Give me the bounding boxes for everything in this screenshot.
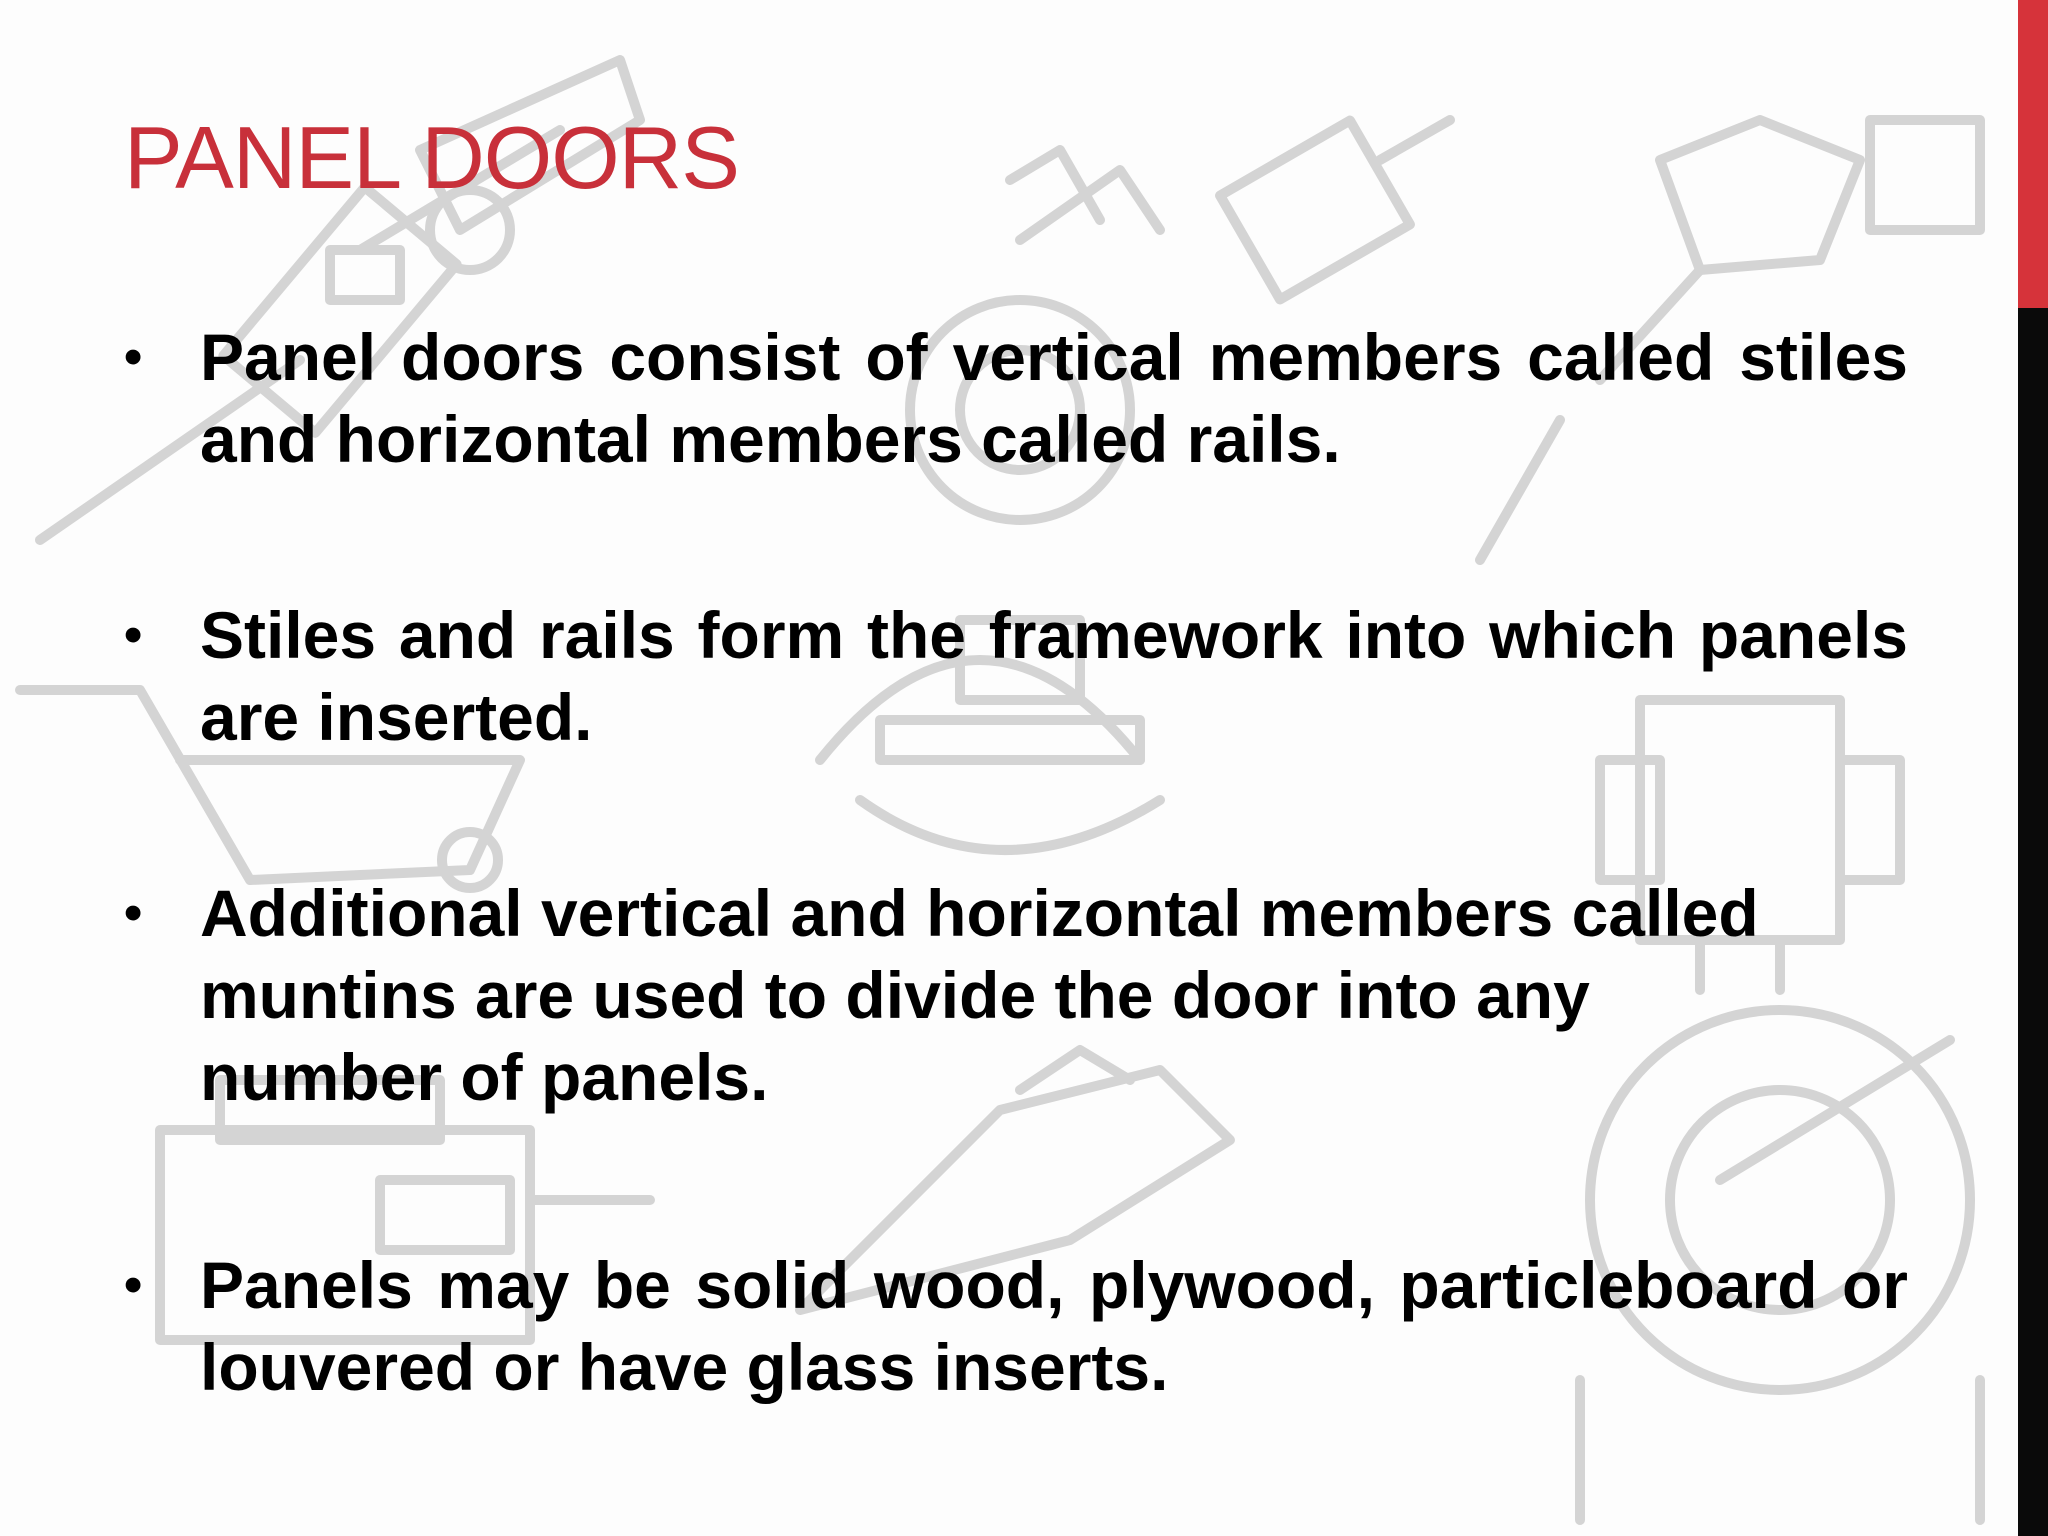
bullet-list [124,316,1908,1522]
bullet-text: Stiles and rails form the framework into which panels are inserted. [200,598,1908,754]
drill-icon [1020,120,1450,299]
bullet-marker: • [124,1256,143,1314]
accent-bar-red [2018,0,2048,308]
slide-title: PANEL DOORS [124,108,739,207]
bullet-text: Additional vertical and horizontal members called muntins are used to divide the door into any number of panels. [200,876,1759,1114]
bullet-marker: • [124,884,143,942]
bullet-item [124,594,1908,758]
bullet-item [124,872,1908,1118]
bullet-text: Panel doors consist of vertical members called stiles and horizontal members called rails. [200,320,1908,476]
bullet-marker: • [124,606,143,664]
bullet-text: Panels may be solid wood, plywood, particleboard or louvered or have glass inserts. [200,1248,1908,1404]
bullet-item [124,1244,1908,1408]
accent-bar-black [2018,308,2048,1536]
bullet-marker: • [124,328,143,386]
bullet-item [124,316,1908,480]
